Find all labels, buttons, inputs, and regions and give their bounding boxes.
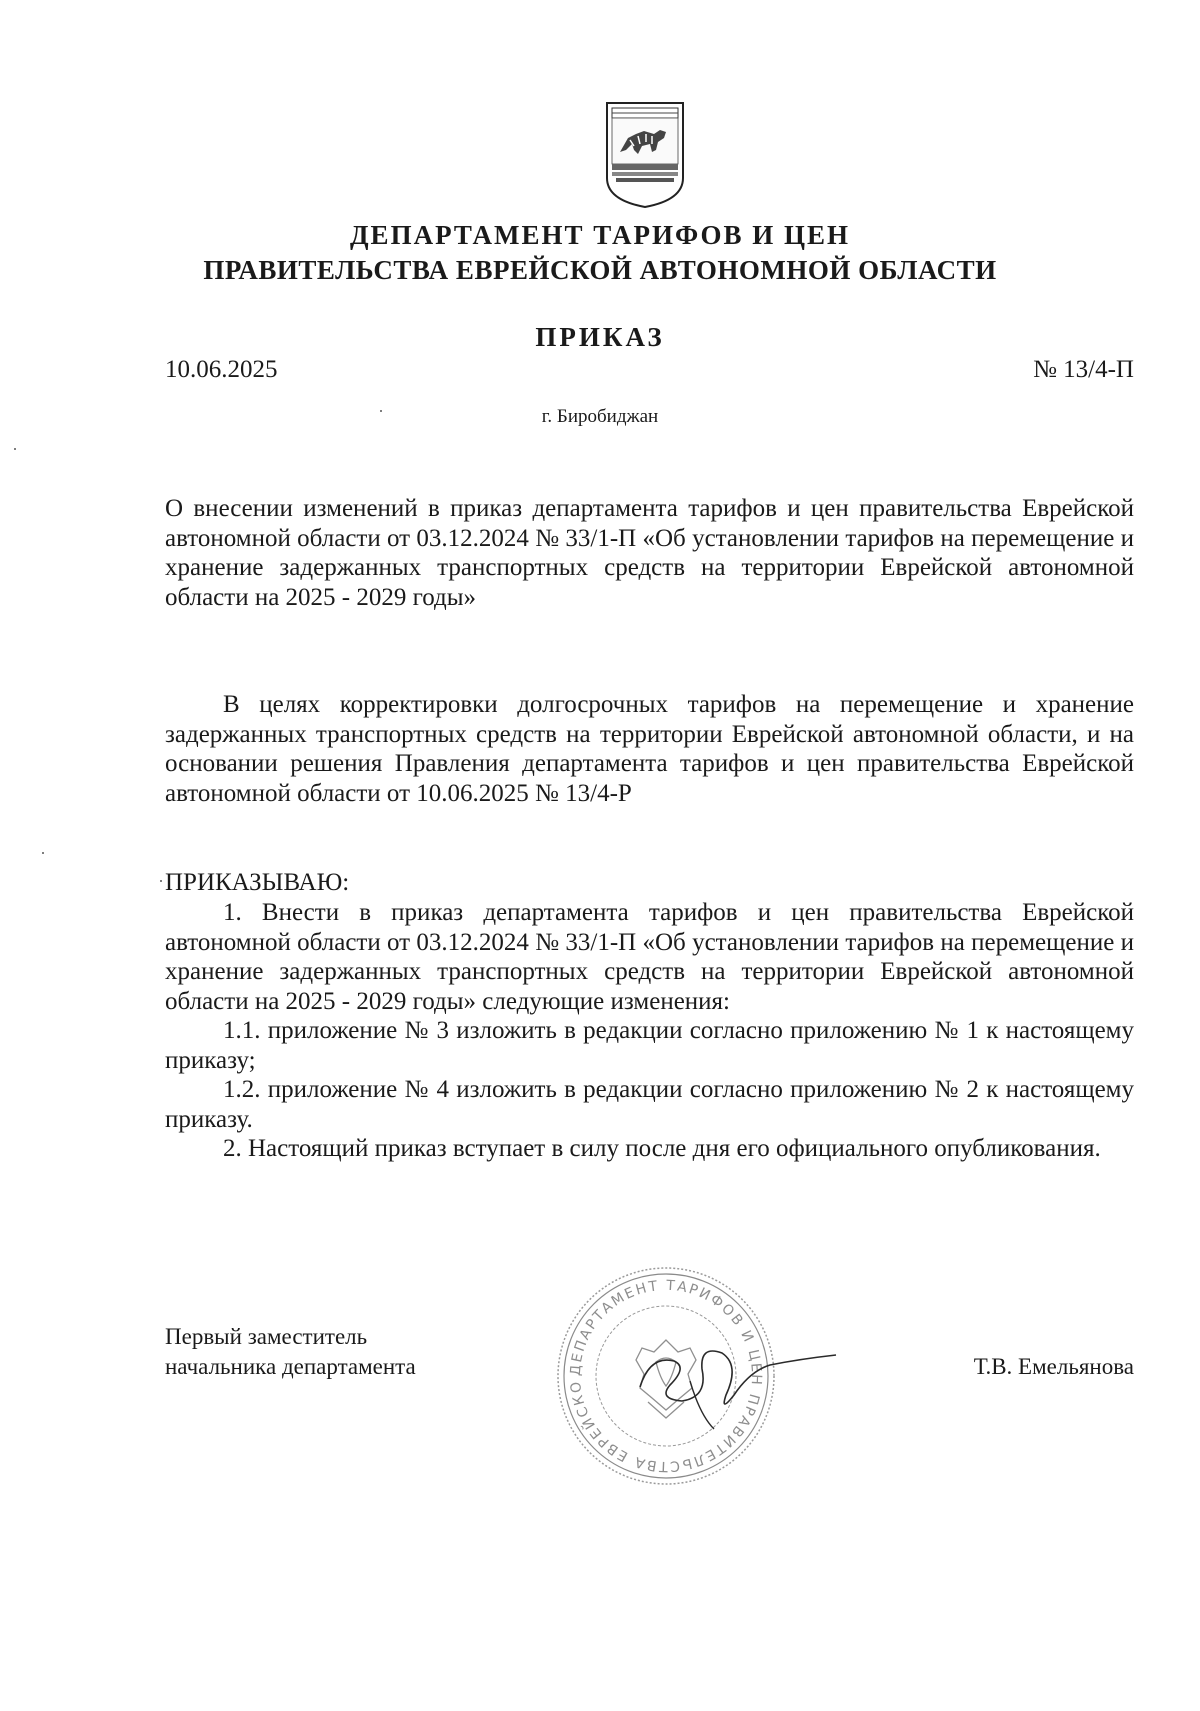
document-city: г. Биробиджан (541, 406, 659, 427)
paragraph-1: 1. Внести в приказ департамента тарифов и цен правительства Еврейской автономной области от 03.12.2024 № 33/1-П «Об установлении тарифов на перемещение и хранение задержанных транспортных средств на территории Еврейской автономной области на 2025 - 2029 годы» следующие изменения: (165, 899, 1134, 1015)
preamble-text: В целях корректировки долгосрочных тарифов на перемещение и хранение задержанных транспортных средств на территории Еврейской автономной области, и на основании решения Правления департамента тарифов и цен правительства Еврейской автономной области от 10.06.2025 № 13/4-Р (165, 691, 1134, 807)
paragraph-1-2: 1.2. приложение № 4 изложить в редакции согласно приложению № 2 к настоящему приказу. (165, 1076, 1134, 1133)
document-subject: О внесении изменений в приказ департамента тарифов и цен правительства Еврейской автономной области от 03.12.2024 № 33/1-П «Об установлении тарифов на перемещение и хранение задержанных транспортных средств на территории Еврейской автономной области на 2025 - 2029 годы» (165, 495, 1134, 611)
coat-of-arms-icon (604, 100, 686, 210)
order-word: ПРИКАЗЫВАЮ: (165, 869, 350, 896)
scan-speck (160, 880, 162, 882)
scan-speck (42, 852, 44, 854)
document-number: № 13/4-П (1033, 356, 1134, 383)
signatory-name: Т.В. Емельянова (973, 1354, 1134, 1379)
seal-text: ДЕПАРТАМЕНТ ТАРИФОВ И ЦЕН ПРАВИТЕЛЬСТВА ЕВРЕЙСКО (567, 1277, 765, 1475)
handwritten-signature (630, 1325, 840, 1435)
order-paragraphs (165, 898, 1134, 1164)
document-type: ПРИКАЗ (535, 322, 665, 352)
document-date: 10.06.2025 (165, 356, 278, 383)
paragraph-1-1: 1.1. приложение № 3 изложить в редакции согласно приложению № 1 к настоящему приказу; (165, 1017, 1134, 1074)
org-title-line1: ДЕПАРТАМЕНТ ТАРИФОВ И ЦЕН (349, 220, 851, 250)
preamble (165, 690, 1134, 808)
signatory-position-line1: Первый заместитель (165, 1324, 368, 1349)
scan-speck (14, 448, 16, 450)
paragraph-2: 2. Настоящий приказ вступает в силу после дня его официального опубликования. (223, 1135, 1101, 1162)
signatory-position-line2: начальника департамента (165, 1354, 416, 1379)
scan-speck (380, 410, 382, 412)
org-title-line2: ПРАВИТЕЛЬСТВА ЕВРЕЙСКОЙ АВТОНОМНОЙ ОБЛАСТИ (203, 255, 997, 285)
signatory-position (165, 1322, 416, 1382)
